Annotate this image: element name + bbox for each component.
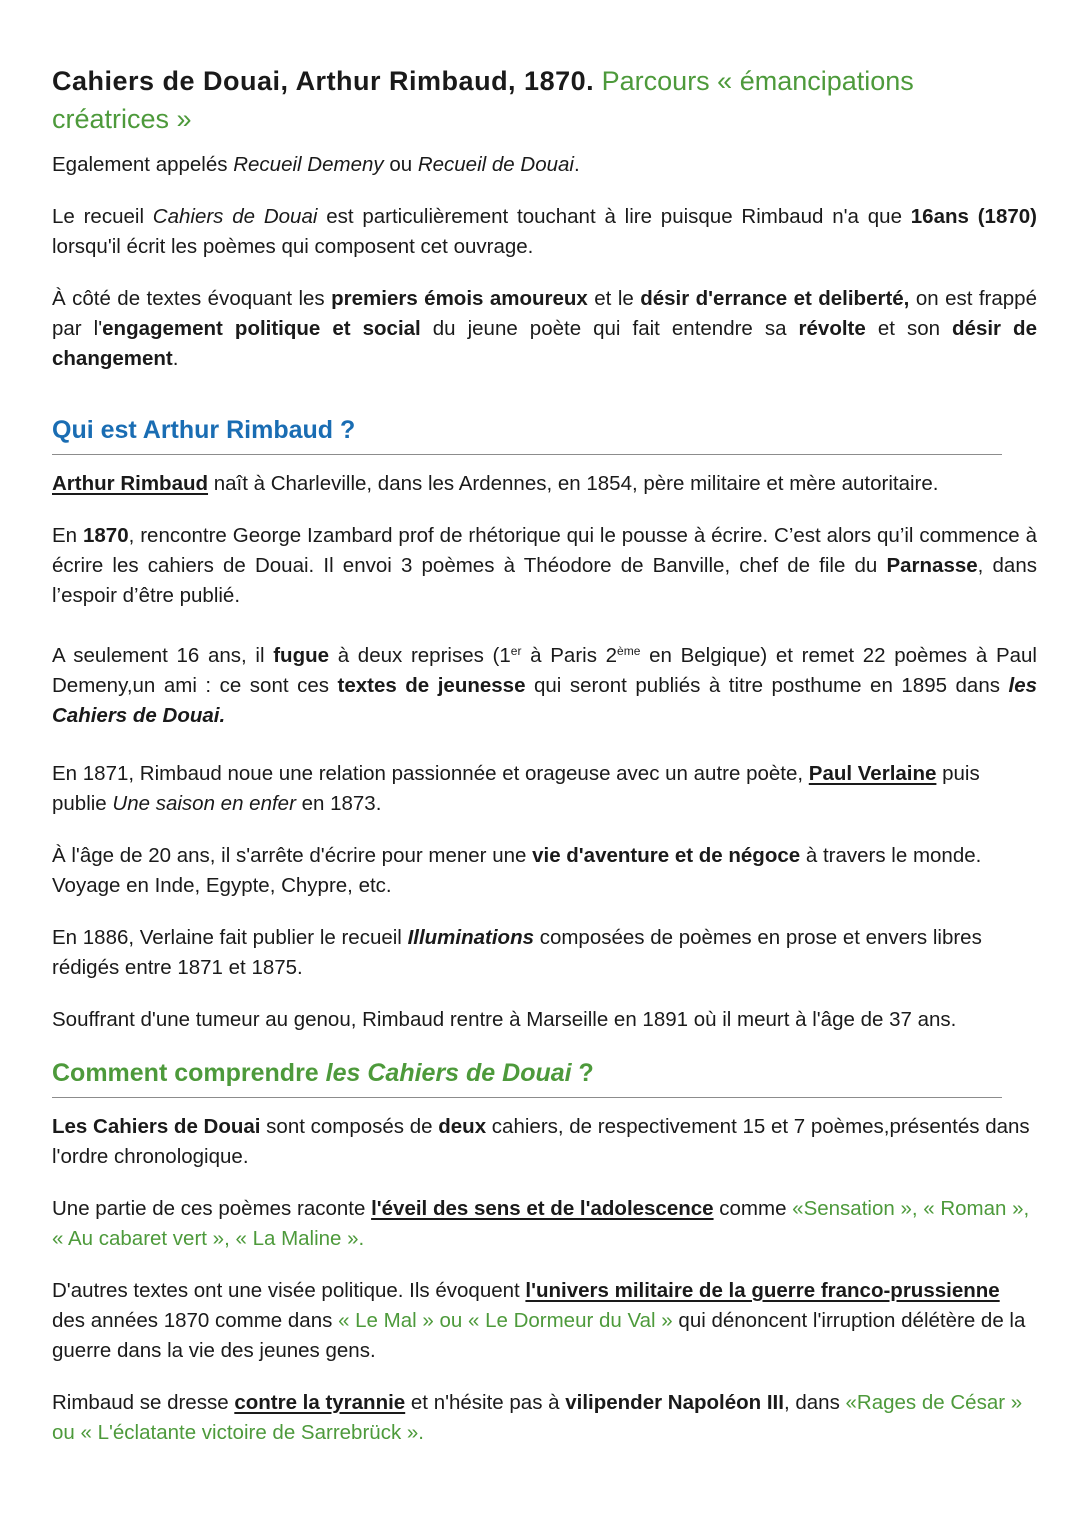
analysis-paragraph-4: Rimbaud se dresse contre la tyrannie et n'hésite pas à vilipender Napoléon III, dans «Rages de César » ou « L'éclatante victoire de Sarrebrück ». [52,1391,1023,1444]
document-title [52,62,1037,138]
section-divider [52,454,1002,455]
bio-paragraph-5: À l'âge de 20 ans, il s'arrête d'écrire pour mener une vie d'aventure et de négoce à travers le monde. Voyage en Inde, Egypte, Chypre, etc. [52,844,982,897]
section-heading-who: Qui est Arthur Rimbaud ? [52,416,356,444]
title-bold: Cahiers de Douai, Arthur Rimbaud, 1870. [52,66,595,96]
section-divider-2 [52,1097,1002,1098]
bio-paragraph-2: En 1870, rencontre George Izambard prof de rhétorique qui le pousse à écrire. C’est alors qu’il commence à écrire les cahiers de Douai. Il envoi 3 poèmes à Théodore de Banville, chef de file du Parnasse, dans l’espoir d’être publié. [52,524,1037,607]
intro-paragraph-2: Le recueil Cahiers de Douai est particulièrement touchant à lire puisque Rimbaud n'a que 16ans (1870) lorsqu'il écrit les poèmes qui composent cet ouvrage. [52,205,1037,258]
section-heading-understand: Comment comprendre les Cahiers de Douai ? [52,1059,594,1087]
document-page [52,62,1037,1470]
analysis-paragraph-2: Une partie de ces poèmes raconte l'éveil des sens et de l'adolescence comme «Sensation », « Roman », « Au cabaret vert », « La Maline ». [52,1197,1030,1250]
intro-paragraph-1: Egalement appelés Recueil Demeny ou Recueil de Douai. [52,153,580,176]
title-parcours: Parcours « émancipations [601,66,914,96]
bio-paragraph-7: Souffrant d'une tumeur au genou, Rimbaud rentre à Marseille en 1891 où il meurt à l'âge de 37 ans. [52,1008,957,1031]
analysis-paragraph-1: Les Cahiers de Douai sont composés de deux cahiers, de respectivement 15 et 7 poèmes,présentés dans l'ordre chronologique. [52,1115,1030,1168]
intro-paragraph-3: À côté de textes évoquant les premiers émois amoureux et le désir d'errance et deliberté, on est frappé par l'engagement politique et social du jeune poète qui fait entendre sa révolte et son désir de changement. [52,287,1037,370]
bio-paragraph-6: En 1886, Verlaine fait publier le recueil Illuminations composées de poèmes en prose et envers libres rédigés entre 1871 et 1875. [52,926,982,979]
bio-paragraph-1: Arthur Rimbaud naît à Charleville, dans les Ardennes, en 1854, père militaire et mère autoritaire. [52,472,939,495]
analysis-paragraph-3: D'autres textes ont une visée politique. Ils évoquent l'univers militaire de la guerre franco-prussienne des années 1870 comme dans « Le Mal » ou « Le Dormeur du Val » qui dénoncent l'irruption délétère de la guerre dans la vie des jeunes gens. [52,1279,1026,1362]
title-parcours-end: créatrices » [52,104,192,134]
bio-paragraph-3: A seulement 16 ans, il fugue à deux reprises (1er à Paris 2ème en Belgique) et remet 22 poèmes à Paul Demeny,un ami : ce sont ces textes de jeunesse qui seront publiés à titre posthume en 1895 dans les Cahiers de Douai. [52,644,1037,727]
bio-paragraph-4: En 1871, Rimbaud noue une relation passionnée et orageuse avec un autre poète, Paul Verlaine puis publie Une saison en enfer en 1873. [52,762,980,815]
